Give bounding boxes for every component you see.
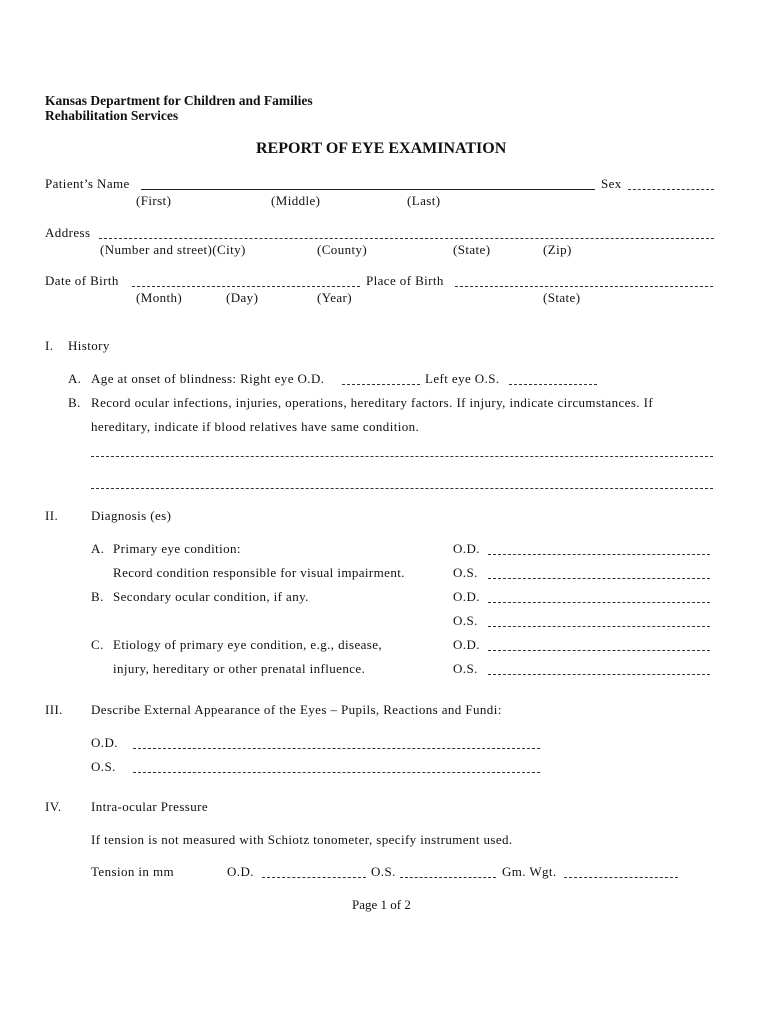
- secondary-od-field[interactable]: [488, 602, 710, 603]
- etiology-os-field[interactable]: [488, 674, 710, 675]
- diagnosis-c-line2: injury, hereditary or other prenatal influence.: [113, 661, 366, 676]
- history-b-answer-line-2[interactable]: [91, 488, 713, 489]
- dob-label: Date of Birth: [45, 273, 119, 288]
- tension-label: Tension in mm: [91, 864, 175, 879]
- section-4-number: IV.: [45, 799, 62, 814]
- year-caption: (Year): [317, 290, 353, 305]
- tension-od-label: O.D.: [227, 864, 254, 879]
- diagnosis-eye-label: O.S.: [453, 613, 478, 628]
- patient-name-label: Patient’s Name: [45, 176, 130, 191]
- last-name-caption: (Last): [407, 193, 441, 208]
- diagnosis-a-line1: Primary eye condition:: [113, 541, 241, 556]
- history-b-answer-line-1[interactable]: [91, 456, 713, 457]
- page-number: Page 1 of 2: [352, 897, 411, 912]
- dept-name: Rehabilitation Services: [45, 108, 179, 123]
- section-2-number: II.: [45, 508, 59, 523]
- county-caption: (County): [317, 242, 368, 257]
- section-3-number: III.: [45, 702, 63, 717]
- pob-label: Place of Birth: [366, 273, 444, 288]
- form-title: REPORT OF EYE EXAMINATION: [256, 140, 507, 157]
- history-b-letter: B.: [68, 395, 81, 410]
- history-a-text: Age at onset of blindness: Right eye O.D.: [91, 371, 325, 386]
- middle-name-caption: (Middle): [271, 193, 321, 208]
- section-1-title: History: [68, 338, 110, 353]
- external-od-field[interactable]: [133, 748, 540, 749]
- diagnosis-c-line1: Etiology of primary eye condition, e.g., disease,: [113, 637, 383, 652]
- diagnosis-eye-label: O.D.: [453, 637, 480, 652]
- history-a-left-eye: Left eye O.S.: [425, 371, 500, 386]
- primary-od-field[interactable]: [488, 554, 710, 555]
- diagnosis-eye-label: O.D.: [453, 589, 480, 604]
- day-caption: (Day): [226, 290, 259, 305]
- diagnosis-a-letter: A.: [91, 541, 105, 556]
- org-name: Kansas Department for Children and Families: [45, 93, 313, 108]
- diagnosis-b-letter: B.: [91, 589, 104, 604]
- month-caption: (Month): [136, 290, 183, 305]
- tension-od-field[interactable]: [262, 877, 366, 878]
- onset-left-eye-field[interactable]: [509, 384, 597, 385]
- first-name-caption: (First): [136, 193, 172, 208]
- diagnosis-b-line1: Secondary ocular condition, if any.: [113, 589, 309, 604]
- section-1-number: I.: [45, 338, 54, 353]
- address-label: Address: [45, 225, 91, 240]
- dob-field[interactable]: [132, 286, 360, 287]
- gm-wgt-field[interactable]: [564, 877, 678, 878]
- history-b-line1: Record ocular infections, injuries, operations, hereditary factors. If injury, indicate circumstances. If: [91, 395, 654, 410]
- etiology-od-field[interactable]: [488, 650, 710, 651]
- sex-label: Sex: [601, 176, 622, 191]
- tension-os-field[interactable]: [400, 877, 496, 878]
- sex-field[interactable]: [628, 189, 714, 190]
- street-city-caption: (Number and street)(City): [100, 242, 246, 257]
- tension-os-label: O.S.: [371, 864, 396, 879]
- diagnosis-eye-label: O.S.: [453, 565, 478, 580]
- diagnosis-a-line2: Record condition responsible for visual impairment.: [113, 565, 405, 580]
- history-b-line2: hereditary, indicate if blood relatives have same condition.: [91, 419, 420, 434]
- primary-os-field[interactable]: [488, 578, 710, 579]
- pressure-note: If tension is not measured with Schiotz tonometer, specify instrument used.: [91, 832, 513, 847]
- diagnosis-c-letter: C.: [91, 637, 104, 652]
- state-caption: (State): [453, 242, 491, 257]
- gm-wgt-label: Gm. Wgt.: [502, 864, 557, 879]
- pob-field[interactable]: [455, 286, 713, 287]
- external-os-label: O.S.: [91, 759, 116, 774]
- section-2-title: Diagnosis (es): [91, 508, 172, 523]
- history-a-letter: A.: [68, 371, 82, 386]
- onset-right-eye-field[interactable]: [342, 384, 420, 385]
- section-4-title: Intra-ocular Pressure: [91, 799, 209, 814]
- diagnosis-eye-label: O.D.: [453, 541, 480, 556]
- external-od-label: O.D.: [91, 735, 118, 750]
- patient-name-field[interactable]: [141, 189, 595, 190]
- external-os-field[interactable]: [133, 772, 540, 773]
- zip-caption: (Zip): [543, 242, 572, 257]
- address-field[interactable]: [99, 238, 714, 239]
- section-3-title: Describe External Appearance of the Eyes – Pupils, Reactions and Fundi:: [91, 702, 502, 717]
- pob-state-caption: (State): [543, 290, 581, 305]
- diagnosis-eye-label: O.S.: [453, 661, 478, 676]
- secondary-os-field[interactable]: [488, 626, 710, 627]
